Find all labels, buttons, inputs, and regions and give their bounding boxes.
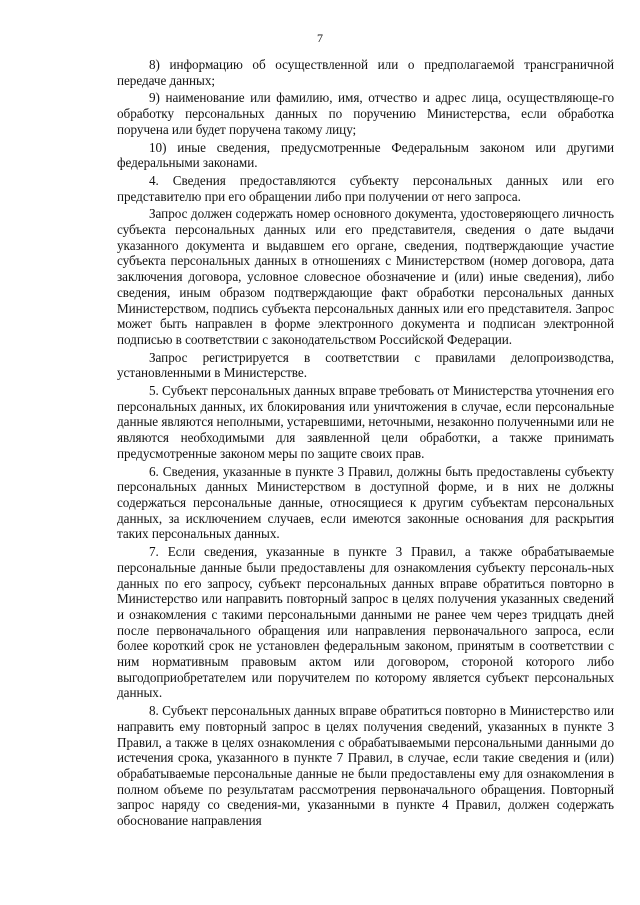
paragraph-clause-8: 8. Субъект персональных данных вправе обратиться повторно в Министерство или направить ему повторный запрос в целях получения сведений, указанных в пункте 3 Правил, а также в целях ознакомления с обрабатываемыми персональными данными до истечения срока, указанного в пункте 7 Правил, в случае, если такие сведения и (или) обрабатываемые персональные данные не были предоставлены ему для ознакомления в полном объеме по результатам рассмотрения первоначального обращения. Повторный запрос наряду со сведения-ми, указанными в пункте 4 Правил, должен содержать обоснование направления bbox=[117, 703, 614, 829]
paragraph-clause-6: 6. Сведения, указанные в пункте 3 Правил, должны быть предоставлены субъекту персональных данных Министерством в доступной форме, и в них не должны содержаться персональные данные, относящиеся к другим субъектам персональных данных, за исключением случаев, если имеются законные основания для раскрытия таких персональных данных. bbox=[117, 463, 614, 542]
page-number: 7 bbox=[317, 31, 323, 45]
paragraph-clause-7: 7. Если сведения, указанные в пункте 3 Правил, а также обрабатываемые персональные данные были предоставлены для ознакомления субъекту персональ-ных данных по его запросу, субъект персональных данных вправе обратиться повторно в Министерство или направить повторный запрос в целях получения указанных сведений и ознакомления с такими персональными данными не ранее чем через тридцать дней после первоначального обращения или направления первоначального запроса, если более короткий срок не установлен федеральным законом, принятым в соответствии с ним нормативным правовым актом или договором, стороной которого либо выгодоприобретателем или поручителем по которому является субъект персональных данных. bbox=[117, 544, 614, 701]
paragraph-item-9: 9) наименование или фамилию, имя, отчество и адрес лица, осуществляюще-го обработку персональных данных по поручению Министерства, если обработка поручена или будет поручена такому лицу; bbox=[117, 90, 614, 137]
paragraph-item-10: 10) иные сведения, предусмотренные Федеральным законом или другими федеральными законами. bbox=[117, 139, 614, 171]
paragraph-item-8: 8) информацию об осуществленной или о предполагаемой трансграничной передаче данных; bbox=[117, 57, 614, 88]
paragraph-request-contents: Запрос должен содержать номер основного документа, удостоверяющего личность субъекта персональных данных или его представителя, сведения о дате выдачи указанного документа и выдавшем его органе, сведения, подтверждающие участие субъекта персональных данных в отношениях с Министерством (номер договора, дата заключения договора, условное словесное обозначение и (или) иные сведения), либо сведения, иным образом подтверждающие факт обработки персональных данных Министерством, подпись субъекта персональных данных или его представителя. Запрос может быть направлен в форме электронного документа и подписан электронной подписью в соответствии с законодательством Российской Федерации. bbox=[117, 206, 614, 347]
paragraph-request-registration: Запрос регистрируется в соответствии с правилами делопроизводства, установленными в Министерстве. bbox=[117, 349, 614, 381]
document-body bbox=[117, 57, 614, 829]
paragraph-clause-5: 5. Субъект персональных данных вправе требовать от Министерства уточнения его персональных данных, их блокирования или уничтожения в случае, если персональные данные являются неполными, устаревшими, неточными, незаконно полученными или не являются необходимыми для заявленной цели обработки, а также принимать предусмотренные законом меры по защите своих прав. bbox=[117, 383, 614, 461]
paragraph-clause-4: 4. Сведения предоставляются субъекту персональных данных или его представителю при его обращении либо при получении от него запроса. bbox=[117, 172, 614, 204]
